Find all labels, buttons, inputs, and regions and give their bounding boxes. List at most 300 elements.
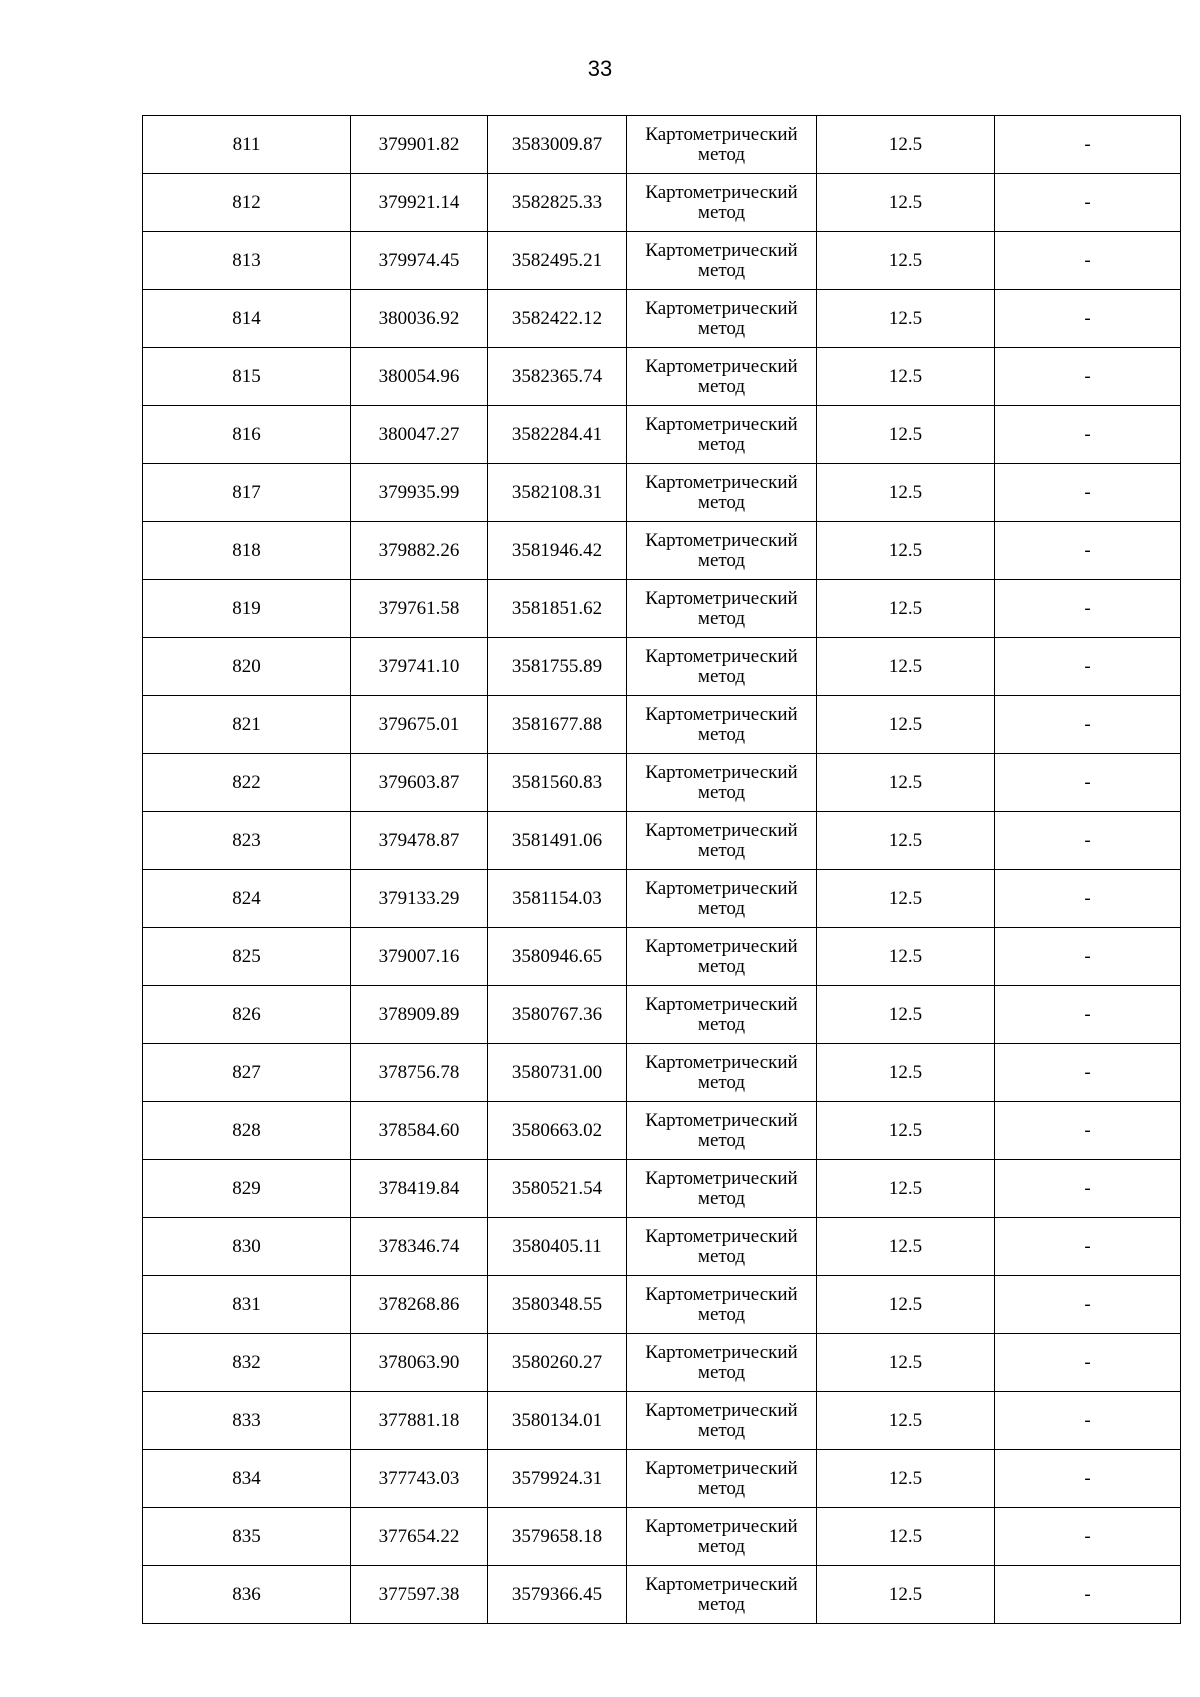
y-coordinate-cell-text: 3581851.62 <box>511 597 603 619</box>
table-row <box>143 696 1181 754</box>
note-cell <box>995 1508 1181 1566</box>
table-row <box>143 1044 1181 1102</box>
point-number-cell-text: 831 <box>232 1293 261 1315</box>
accuracy-cell <box>817 232 995 290</box>
y-coordinate-cell-text: 3579366.45 <box>511 1583 603 1605</box>
accuracy-cell-text: 12.5 <box>888 1119 923 1141</box>
x-coordinate-cell-text: 379675.01 <box>378 713 460 735</box>
x-coordinate-cell <box>351 1218 488 1276</box>
method-cell-text: Картометрический метод <box>645 1168 798 1209</box>
point-number-cell <box>143 116 351 174</box>
note-cell-text: - <box>1084 1061 1091 1083</box>
x-coordinate-cell <box>351 290 488 348</box>
point-number-cell <box>143 580 351 638</box>
method-cell <box>627 174 817 232</box>
x-coordinate-cell <box>351 696 488 754</box>
accuracy-cell-text: 12.5 <box>888 539 923 561</box>
table-row <box>143 406 1181 464</box>
method-cell <box>627 1450 817 1508</box>
x-coordinate-cell <box>351 580 488 638</box>
accuracy-cell <box>817 1102 995 1160</box>
x-coordinate-cell <box>351 638 488 696</box>
x-coordinate-cell-text: 379741.10 <box>378 655 460 677</box>
point-number-cell-text: 830 <box>232 1235 261 1257</box>
y-coordinate-cell-text: 3581491.06 <box>511 829 603 851</box>
point-number-cell-text: 827 <box>232 1061 261 1083</box>
point-number-cell <box>143 290 351 348</box>
accuracy-cell <box>817 1450 995 1508</box>
table-row <box>143 1276 1181 1334</box>
coordinates-table-body <box>143 116 1181 1624</box>
y-coordinate-cell-text: 3582365.74 <box>511 365 603 387</box>
note-cell-text: - <box>1084 307 1091 329</box>
y-coordinate-cell <box>488 1566 627 1624</box>
note-cell-text: - <box>1084 655 1091 677</box>
accuracy-cell <box>817 1276 995 1334</box>
note-cell-text: - <box>1084 133 1091 155</box>
y-coordinate-cell-text: 3580405.11 <box>512 1235 602 1257</box>
note-cell-text: - <box>1084 597 1091 619</box>
x-coordinate-cell-text: 378346.74 <box>378 1235 460 1257</box>
x-coordinate-cell-text: 379007.16 <box>378 945 460 967</box>
method-cell-text: Картометрический метод <box>645 588 798 629</box>
x-coordinate-cell <box>351 116 488 174</box>
method-cell <box>627 406 817 464</box>
method-cell <box>627 1102 817 1160</box>
point-number-cell-text: 814 <box>232 307 261 329</box>
method-cell <box>627 986 817 1044</box>
accuracy-cell-text: 12.5 <box>888 307 923 329</box>
point-number-cell <box>143 1044 351 1102</box>
method-cell-text: Картометрический метод <box>645 994 798 1035</box>
note-cell-text: - <box>1084 1467 1091 1489</box>
note-cell <box>995 928 1181 986</box>
table-row <box>143 116 1181 174</box>
y-coordinate-cell-text: 3580731.00 <box>511 1061 603 1083</box>
accuracy-cell <box>817 754 995 812</box>
method-cell-text: Картометрический метод <box>645 530 798 571</box>
accuracy-cell <box>817 928 995 986</box>
accuracy-cell <box>817 696 995 754</box>
x-coordinate-cell <box>351 870 488 928</box>
accuracy-cell <box>817 638 995 696</box>
note-cell-text: - <box>1084 829 1091 851</box>
y-coordinate-cell <box>488 1160 627 1218</box>
y-coordinate-cell-text: 3581946.42 <box>511 539 603 561</box>
y-coordinate-cell-text: 3581154.03 <box>512 887 602 909</box>
point-number-cell <box>143 696 351 754</box>
method-cell-text: Картометрический метод <box>645 1342 798 1383</box>
x-coordinate-cell-text: 378063.90 <box>378 1351 460 1373</box>
method-cell <box>627 812 817 870</box>
y-coordinate-cell-text: 3580767.36 <box>511 1003 603 1025</box>
method-cell-text: Картометрический метод <box>645 124 798 165</box>
point-number-cell <box>143 1450 351 1508</box>
point-number-cell <box>143 638 351 696</box>
x-coordinate-cell <box>351 1566 488 1624</box>
x-coordinate-cell <box>351 986 488 1044</box>
note-cell-text: - <box>1084 1351 1091 1373</box>
method-cell-text: Картометрический метод <box>645 1574 798 1615</box>
table-row <box>143 754 1181 812</box>
note-cell <box>995 1392 1181 1450</box>
table-row <box>143 870 1181 928</box>
y-coordinate-cell <box>488 464 627 522</box>
y-coordinate-cell-text: 3579924.31 <box>511 1467 603 1489</box>
x-coordinate-cell <box>351 754 488 812</box>
note-cell-text: - <box>1084 539 1091 561</box>
note-cell <box>995 1102 1181 1160</box>
accuracy-cell-text: 12.5 <box>888 1177 923 1199</box>
x-coordinate-cell <box>351 812 488 870</box>
accuracy-cell-text: 12.5 <box>888 365 923 387</box>
point-number-cell-text: 817 <box>232 481 261 503</box>
y-coordinate-cell <box>488 1218 627 1276</box>
point-number-cell-text: 823 <box>232 829 261 851</box>
method-cell <box>627 696 817 754</box>
y-coordinate-cell <box>488 638 627 696</box>
point-number-cell-text: 826 <box>232 1003 261 1025</box>
accuracy-cell <box>817 290 995 348</box>
method-cell <box>627 1276 817 1334</box>
y-coordinate-cell-text: 3581755.89 <box>511 655 603 677</box>
method-cell <box>627 232 817 290</box>
method-cell-text: Картометрический метод <box>645 1400 798 1441</box>
point-number-cell-text: 835 <box>232 1525 261 1547</box>
x-coordinate-cell-text: 379761.58 <box>378 597 460 619</box>
y-coordinate-cell <box>488 1044 627 1102</box>
table-row <box>143 1102 1181 1160</box>
accuracy-cell <box>817 522 995 580</box>
note-cell <box>995 1334 1181 1392</box>
note-cell <box>995 812 1181 870</box>
accuracy-cell-text: 12.5 <box>888 133 923 155</box>
y-coordinate-cell-text: 3580521.54 <box>511 1177 603 1199</box>
point-number-cell-text: 811 <box>232 133 261 155</box>
method-cell <box>627 1392 817 1450</box>
accuracy-cell <box>817 1334 995 1392</box>
accuracy-cell-text: 12.5 <box>888 1003 923 1025</box>
accuracy-cell <box>817 812 995 870</box>
point-number-cell-text: 816 <box>232 423 261 445</box>
note-cell-text: - <box>1084 481 1091 503</box>
x-coordinate-cell <box>351 1508 488 1566</box>
point-number-cell-text: 836 <box>232 1583 261 1605</box>
note-cell <box>995 232 1181 290</box>
table-row <box>143 1334 1181 1392</box>
point-number-cell-text: 834 <box>232 1467 261 1489</box>
method-cell-text: Картометрический метод <box>645 820 798 861</box>
x-coordinate-cell <box>351 1276 488 1334</box>
y-coordinate-cell <box>488 174 627 232</box>
accuracy-cell <box>817 1044 995 1102</box>
table-row <box>143 348 1181 406</box>
note-cell-text: - <box>1084 1119 1091 1141</box>
accuracy-cell <box>817 1392 995 1450</box>
point-number-cell <box>143 522 351 580</box>
table-row <box>143 464 1181 522</box>
accuracy-cell <box>817 406 995 464</box>
accuracy-cell-text: 12.5 <box>888 1467 923 1489</box>
point-number-cell <box>143 986 351 1044</box>
x-coordinate-cell-text: 378419.84 <box>378 1177 460 1199</box>
point-number-cell-text: 828 <box>232 1119 261 1141</box>
y-coordinate-cell <box>488 1334 627 1392</box>
accuracy-cell-text: 12.5 <box>888 655 923 677</box>
x-coordinate-cell-text: 378584.60 <box>378 1119 460 1141</box>
method-cell <box>627 638 817 696</box>
table-row <box>143 812 1181 870</box>
method-cell <box>627 522 817 580</box>
x-coordinate-cell <box>351 406 488 464</box>
note-cell <box>995 986 1181 1044</box>
x-coordinate-cell <box>351 928 488 986</box>
method-cell-text: Картометрический метод <box>645 1226 798 1267</box>
y-coordinate-cell-text: 3580663.02 <box>511 1119 603 1141</box>
y-coordinate-cell <box>488 1508 627 1566</box>
x-coordinate-cell <box>351 174 488 232</box>
accuracy-cell-text: 12.5 <box>888 597 923 619</box>
point-number-cell-text: 822 <box>232 771 261 793</box>
accuracy-cell-text: 12.5 <box>888 191 923 213</box>
coordinates-table <box>142 115 1181 1624</box>
table-row <box>143 638 1181 696</box>
note-cell-text: - <box>1084 1409 1091 1431</box>
y-coordinate-cell-text: 3582495.21 <box>511 249 603 271</box>
y-coordinate-cell-text: 3582825.33 <box>511 191 603 213</box>
accuracy-cell <box>817 348 995 406</box>
x-coordinate-cell-text: 377743.03 <box>378 1467 460 1489</box>
y-coordinate-cell-text: 3580946.65 <box>511 945 603 967</box>
table-row <box>143 986 1181 1044</box>
method-cell-text: Картометрический метод <box>645 1110 798 1151</box>
point-number-cell-text: 812 <box>232 191 261 213</box>
y-coordinate-cell <box>488 928 627 986</box>
y-coordinate-cell <box>488 870 627 928</box>
point-number-cell-text: 813 <box>232 249 261 271</box>
note-cell-text: - <box>1084 713 1091 735</box>
x-coordinate-cell-text: 380054.96 <box>378 365 460 387</box>
note-cell <box>995 696 1181 754</box>
x-coordinate-cell <box>351 232 488 290</box>
point-number-cell <box>143 1160 351 1218</box>
point-number-cell-text: 829 <box>232 1177 261 1199</box>
y-coordinate-cell <box>488 986 627 1044</box>
y-coordinate-cell-text: 3580348.55 <box>511 1293 603 1315</box>
table-row <box>143 174 1181 232</box>
point-number-cell-text: 832 <box>232 1351 261 1373</box>
point-number-cell <box>143 812 351 870</box>
note-cell-text: - <box>1084 945 1091 967</box>
table-row <box>143 1508 1181 1566</box>
y-coordinate-cell <box>488 290 627 348</box>
note-cell <box>995 348 1181 406</box>
y-coordinate-cell-text: 3582284.41 <box>511 423 603 445</box>
accuracy-cell <box>817 1508 995 1566</box>
x-coordinate-cell-text: 379935.99 <box>378 481 460 503</box>
x-coordinate-cell <box>351 464 488 522</box>
y-coordinate-cell <box>488 232 627 290</box>
accuracy-cell <box>817 986 995 1044</box>
point-number-cell <box>143 1276 351 1334</box>
x-coordinate-cell-text: 380036.92 <box>378 307 460 329</box>
y-coordinate-cell <box>488 348 627 406</box>
accuracy-cell <box>817 580 995 638</box>
accuracy-cell-text: 12.5 <box>888 771 923 793</box>
x-coordinate-cell-text: 380047.27 <box>378 423 460 445</box>
y-coordinate-cell <box>488 1276 627 1334</box>
accuracy-cell <box>817 1566 995 1624</box>
x-coordinate-cell-text: 377654.22 <box>378 1525 460 1547</box>
x-coordinate-cell-text: 377597.38 <box>378 1583 460 1605</box>
x-coordinate-cell-text: 379974.45 <box>378 249 460 271</box>
point-number-cell <box>143 1102 351 1160</box>
note-cell <box>995 1044 1181 1102</box>
method-cell-text: Картометрический метод <box>645 240 798 281</box>
x-coordinate-cell-text: 377881.18 <box>378 1409 460 1431</box>
method-cell-text: Картометрический метод <box>645 414 798 455</box>
y-coordinate-cell <box>488 754 627 812</box>
note-cell <box>995 116 1181 174</box>
method-cell-text: Картометрический метод <box>645 298 798 339</box>
note-cell-text: - <box>1084 887 1091 909</box>
x-coordinate-cell <box>351 1160 488 1218</box>
note-cell-text: - <box>1084 1003 1091 1025</box>
method-cell-text: Картометрический метод <box>645 472 798 513</box>
accuracy-cell-text: 12.5 <box>888 887 923 909</box>
note-cell <box>995 406 1181 464</box>
x-coordinate-cell <box>351 1102 488 1160</box>
accuracy-cell <box>817 464 995 522</box>
x-coordinate-cell-text: 378268.86 <box>378 1293 460 1315</box>
y-coordinate-cell <box>488 116 627 174</box>
note-cell-text: - <box>1084 249 1091 271</box>
accuracy-cell-text: 12.5 <box>888 1351 923 1373</box>
method-cell <box>627 1566 817 1624</box>
x-coordinate-cell-text: 378756.78 <box>378 1061 460 1083</box>
method-cell-text: Картометрический метод <box>645 878 798 919</box>
point-number-cell <box>143 232 351 290</box>
note-cell-text: - <box>1084 191 1091 213</box>
y-coordinate-cell-text: 3579658.18 <box>511 1525 603 1547</box>
y-coordinate-cell <box>488 522 627 580</box>
point-number-cell-text: 815 <box>232 365 261 387</box>
y-coordinate-cell-text: 3580260.27 <box>511 1351 603 1373</box>
x-coordinate-cell-text: 379901.82 <box>378 133 460 155</box>
note-cell <box>995 1276 1181 1334</box>
table-row <box>143 1566 1181 1624</box>
table-row <box>143 522 1181 580</box>
accuracy-cell-text: 12.5 <box>888 1235 923 1257</box>
y-coordinate-cell-text: 3582422.12 <box>511 307 603 329</box>
method-cell-text: Картометрический метод <box>645 646 798 687</box>
accuracy-cell-text: 12.5 <box>888 423 923 445</box>
method-cell-text: Картометрический метод <box>645 1052 798 1093</box>
method-cell-text: Картометрический метод <box>645 1458 798 1499</box>
accuracy-cell-text: 12.5 <box>888 1583 923 1605</box>
x-coordinate-cell-text: 378909.89 <box>378 1003 460 1025</box>
y-coordinate-cell <box>488 580 627 638</box>
accuracy-cell-text: 12.5 <box>888 945 923 967</box>
page-number: 33 <box>587 56 613 81</box>
point-number-cell <box>143 1334 351 1392</box>
method-cell-text: Картометрический метод <box>645 1284 798 1325</box>
method-cell <box>627 1218 817 1276</box>
accuracy-cell <box>817 116 995 174</box>
note-cell <box>995 870 1181 928</box>
y-coordinate-cell-text: 3581560.83 <box>511 771 603 793</box>
note-cell <box>995 290 1181 348</box>
x-coordinate-cell <box>351 348 488 406</box>
note-cell <box>995 638 1181 696</box>
y-coordinate-cell <box>488 1450 627 1508</box>
point-number-cell-text: 820 <box>232 655 261 677</box>
table-row <box>143 1450 1181 1508</box>
note-cell-text: - <box>1084 423 1091 445</box>
method-cell <box>627 928 817 986</box>
y-coordinate-cell <box>488 406 627 464</box>
point-number-cell <box>143 1566 351 1624</box>
point-number-cell <box>143 174 351 232</box>
accuracy-cell <box>817 870 995 928</box>
method-cell <box>627 1508 817 1566</box>
accuracy-cell-text: 12.5 <box>888 829 923 851</box>
point-number-cell-text: 821 <box>232 713 261 735</box>
y-coordinate-cell <box>488 1102 627 1160</box>
note-cell-text: - <box>1084 1293 1091 1315</box>
note-cell <box>995 1450 1181 1508</box>
y-coordinate-cell <box>488 812 627 870</box>
table-row <box>143 232 1181 290</box>
point-number-cell <box>143 870 351 928</box>
method-cell-text: Картометрический метод <box>645 1516 798 1557</box>
accuracy-cell-text: 12.5 <box>888 1409 923 1431</box>
point-number-cell-text: 825 <box>232 945 261 967</box>
accuracy-cell-text: 12.5 <box>888 1061 923 1083</box>
point-number-cell <box>143 348 351 406</box>
point-number-cell <box>143 1218 351 1276</box>
method-cell <box>627 1160 817 1218</box>
table-row <box>143 1218 1181 1276</box>
method-cell-text: Картометрический метод <box>645 936 798 977</box>
x-coordinate-cell-text: 379882.26 <box>378 539 460 561</box>
note-cell <box>995 1566 1181 1624</box>
point-number-cell <box>143 928 351 986</box>
method-cell <box>627 580 817 638</box>
table-row <box>143 1392 1181 1450</box>
x-coordinate-cell <box>351 522 488 580</box>
method-cell <box>627 754 817 812</box>
accuracy-cell <box>817 1160 995 1218</box>
method-cell <box>627 116 817 174</box>
y-coordinate-cell-text: 3580134.01 <box>511 1409 603 1431</box>
x-coordinate-cell-text: 379133.29 <box>378 887 460 909</box>
point-number-cell-text: 819 <box>232 597 261 619</box>
method-cell <box>627 464 817 522</box>
y-coordinate-cell-text: 3581677.88 <box>511 713 603 735</box>
note-cell <box>995 464 1181 522</box>
note-cell-text: - <box>1084 1583 1091 1605</box>
x-coordinate-cell-text: 379603.87 <box>378 771 460 793</box>
point-number-cell <box>143 1508 351 1566</box>
point-number-cell <box>143 1392 351 1450</box>
accuracy-cell <box>817 174 995 232</box>
point-number-cell-text: 818 <box>232 539 261 561</box>
note-cell-text: - <box>1084 1235 1091 1257</box>
note-cell <box>995 1218 1181 1276</box>
note-cell <box>995 522 1181 580</box>
y-coordinate-cell-text: 3582108.31 <box>511 481 603 503</box>
